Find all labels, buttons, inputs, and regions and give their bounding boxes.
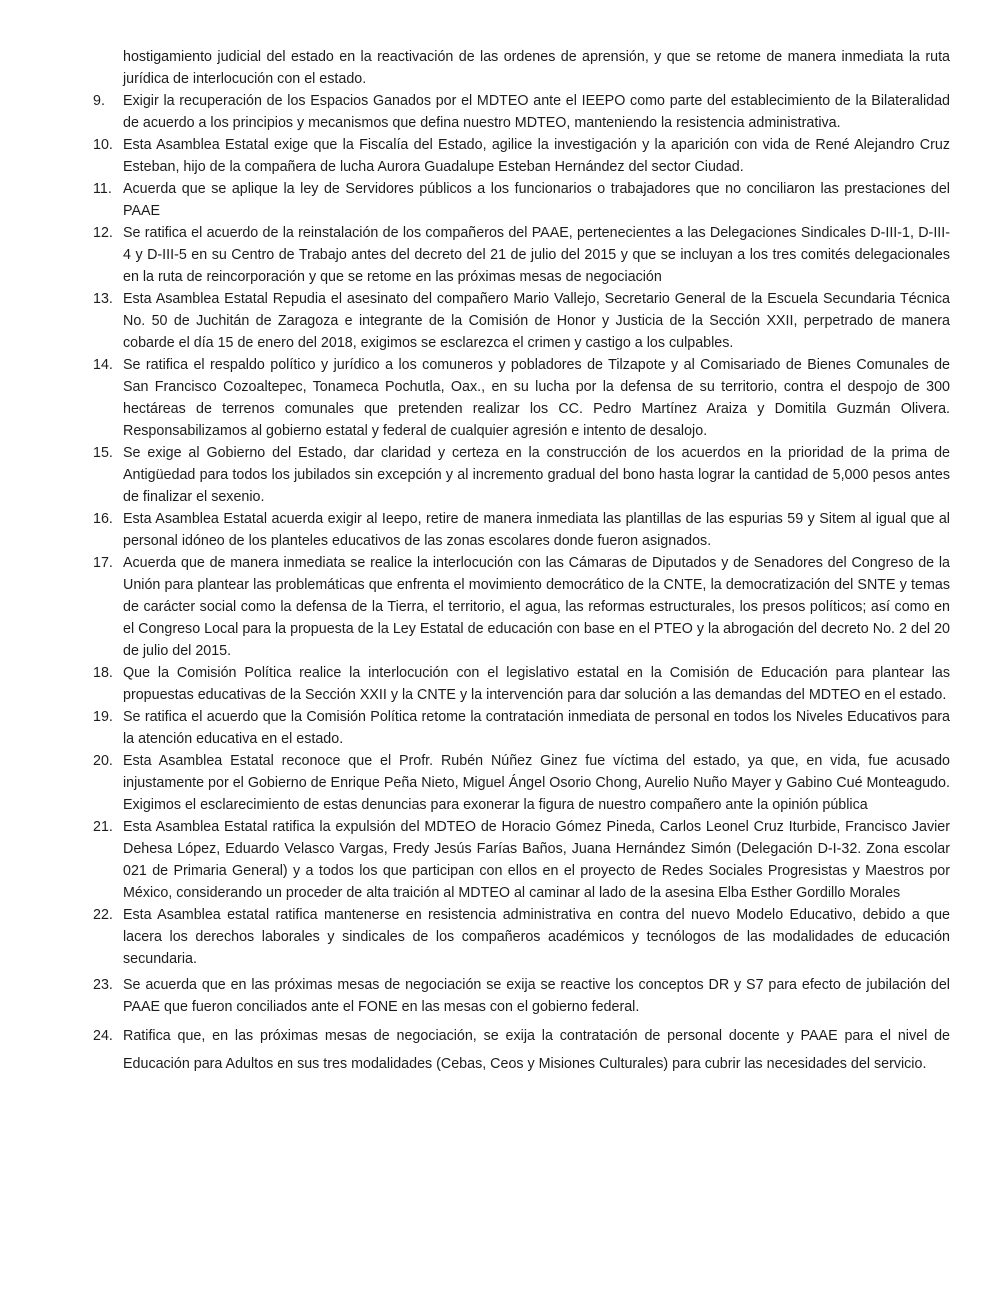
resolutions-list — [0, 90, 1000, 1078]
item-text: Esta Asamblea Estatal ratifica la expulsión del MDTEO de Horacio Gómez Pineda, Carlos Leonel Cruz Iturbide, Francisco Javier Dehesa López, Eduardo Velasco Vargas, Fredy Jesús Farías Baños, Juana Hernández Simón (Delegación D-I-32. Zona escolar 021 de Primaria General) y a todos los que participan con ellos en el proyecto de Redes Sociales Progresistas y Maestros por México, considerando un proceder de alta traición al MDTEO al caminar al lado de la asesina Elba Esther Gordillo Morales — [123, 819, 950, 901]
list-item — [0, 442, 1000, 508]
item-text: Se exige al Gobierno del Estado, dar claridad y certeza en la construcción de los acuerdos en la prioridad de la prima de Antigüedad para todos los jubilados sin excepción y al incremento gradual del bono hasta lograr la cantidad de 5,000 pesos antes de finalizar el sexenio. — [123, 445, 950, 505]
list-item — [0, 288, 1000, 354]
list-item — [0, 750, 1000, 816]
list-item — [0, 134, 1000, 178]
item-number: 13. — [93, 291, 113, 307]
item-text: Ratifica que, en las próximas mesas de negociación, se exija la contratación de personal docente y PAAE para el nivel de Educación para Adultos en sus tres modalidades (Cebas, Ceos y Misiones Culturales) para cubrir las necesidades del servicio. — [123, 1028, 950, 1072]
list-item — [0, 552, 1000, 662]
item-text: Esta Asamblea Estatal reconoce que el Profr. Rubén Núñez Ginez fue víctima del estado, ya que, en vida, fue acusado injustamente por el Gobierno de Enrique Peña Nieto, Miguel Ángel Osorio Chong, Aurelio Nuño Mayer y Gabino Cué Monteagudo. Exigimos el esclarecimiento de estas denuncias para exonerar la figura de nuestro compañero ante la opinión pública — [123, 753, 950, 813]
continuation-paragraph: hostigamiento judicial del estado en la reactivación de las ordenes de aprensión, y que se retome de manera inmediata la ruta jurídica de interlocución con el estado. — [123, 49, 950, 87]
item-number: 21. — [93, 819, 113, 835]
item-text: Se acuerda que en las próximas mesas de negociación se exija se reactive los conceptos DR y S7 para efecto de jubilación del PAAE que fueron conciliados ante el FONE en las mesas con el gobierno federal. — [123, 977, 950, 1015]
item-text: Esta Asamblea Estatal Repudia el asesinato del compañero Mario Vallejo, Secretario General de la Escuela Secundaria Técnica No. 50 de Juchitán de Zaragoza e integrante de la Comisión de Honor y Justicia de la Sección XXII, perpetrado de manera cobarde el día 15 de enero del 2018, exigimos se esclarezca el crimen y castigo a los culpables. — [123, 291, 950, 351]
item-text: Esta Asamblea Estatal acuerda exigir al Ieepo, retire de manera inmediata las plantillas de las espurias 59 y Sitem al igual que al personal idóneo de los planteles educativos de las zonas escolares donde fueron asignados. — [123, 511, 950, 549]
list-item — [0, 974, 1000, 1018]
item-number: 23. — [93, 977, 113, 993]
item-number: 12. — [93, 225, 113, 241]
item-text: Se ratifica el acuerdo que la Comisión Política retome la contratación inmediata de personal en todos los Niveles Educativos para la atención educativa en el estado. — [123, 709, 950, 747]
item-text: Esta Asamblea Estatal exige que la Fiscalía del Estado, agilice la investigación y la aparición con vida de René Alejandro Cruz Esteban, hijo de la compañera de lucha Aurora Guadalupe Esteban Hernández del sector Ciudad. — [123, 137, 950, 175]
list-item — [0, 904, 1000, 970]
list-item — [0, 508, 1000, 552]
item-text: Se ratifica el respaldo político y jurídico a los comuneros y pobladores de Tilzapote y al Comisariado de Bienes Comunales de San Francisco Cozoaltepec, Tonameca Pochutla, Oax., en su lucha por la defensa de su territorio, contra el despojo de 300 hectáreas de terrenos comunales que pretenden realizar los CC. Pedro Martínez Araiza y Domitila Guzmán Olivera. Responsabilizamos al gobierno estatal y federal de cualquier agresión e intento de desalojo. — [123, 357, 950, 439]
list-item — [0, 222, 1000, 288]
item-number: 11. — [93, 181, 112, 197]
item-number: 17. — [93, 555, 113, 571]
list-item — [0, 662, 1000, 706]
item-number: 18. — [93, 665, 113, 681]
item-number: 22. — [93, 907, 113, 923]
item-number: 10. — [93, 137, 113, 153]
item-text: Acuerda que se aplique la ley de Servidores públicos a los funcionarios o trabajadores que no conciliaron las prestaciones del PAAE — [123, 181, 950, 219]
list-item — [0, 354, 1000, 442]
list-item — [0, 706, 1000, 750]
list-item — [0, 816, 1000, 904]
item-text: Se ratifica el acuerdo de la reinstalación de los compañeros del PAAE, pertenecientes a las Delegaciones Sindicales D-III-1, D-III-4 y D-III-5 en su Centro de Trabajo antes del decreto del 21 de julio del 2015 y que se incluyan a los tres comités delegacionales en la ruta de reincorporación y que se retome en las próximas mesas de negociación — [123, 225, 950, 285]
list-item — [0, 178, 1000, 222]
item-number: 19. — [93, 709, 113, 725]
item-text: Que la Comisión Política realice la interlocución con el legislativo estatal en la Comisión de Educación para plantear las propuestas educativas de la Sección XXII y la CNTE y la intervención para dar solución a las demandas del MDTEO en el estado. — [123, 665, 950, 703]
item-number: 16. — [93, 511, 113, 527]
item-text: Esta Asamblea estatal ratifica mantenerse en resistencia administrativa en contra del nuevo Modelo Educativo, debido a que lacera los derechos laborales y sindicales de los compañeros académicos y tecnólogos de las modalidades de educación secundaria. — [123, 907, 950, 967]
item-number: 9. — [93, 93, 105, 109]
item-number: 20. — [93, 753, 113, 769]
item-number: 24. — [93, 1028, 113, 1044]
list-item — [0, 90, 1000, 134]
item-number: 14. — [93, 357, 113, 373]
item-text: Acuerda que de manera inmediata se realice la interlocución con las Cámaras de Diputados y de Senadores del Congreso de la Unión para plantear las problemáticas que enfrenta el movimiento democrático de la CNTE, la democratización del SNTE y temas de carácter social como la defensa de la Tierra, el territorio, el agua, las reformas estructurales, los presos políticos; así como en el Congreso Local para la propuesta de la Ley Estatal de educación con base en el PTEO y la abrogación del decreto No. 2 del 20 de julio del 2015. — [123, 555, 950, 659]
list-item — [0, 1022, 1000, 1078]
item-number: 15. — [93, 445, 113, 461]
item-text: Exigir la recuperación de los Espacios Ganados por el MDTEO ante el IEEPO como parte del establecimiento de la Bilateralidad de acuerdo a los principios y mecanismos que defina nuestro MDTEO, manteniendo la resistencia administrativa. — [123, 93, 950, 131]
